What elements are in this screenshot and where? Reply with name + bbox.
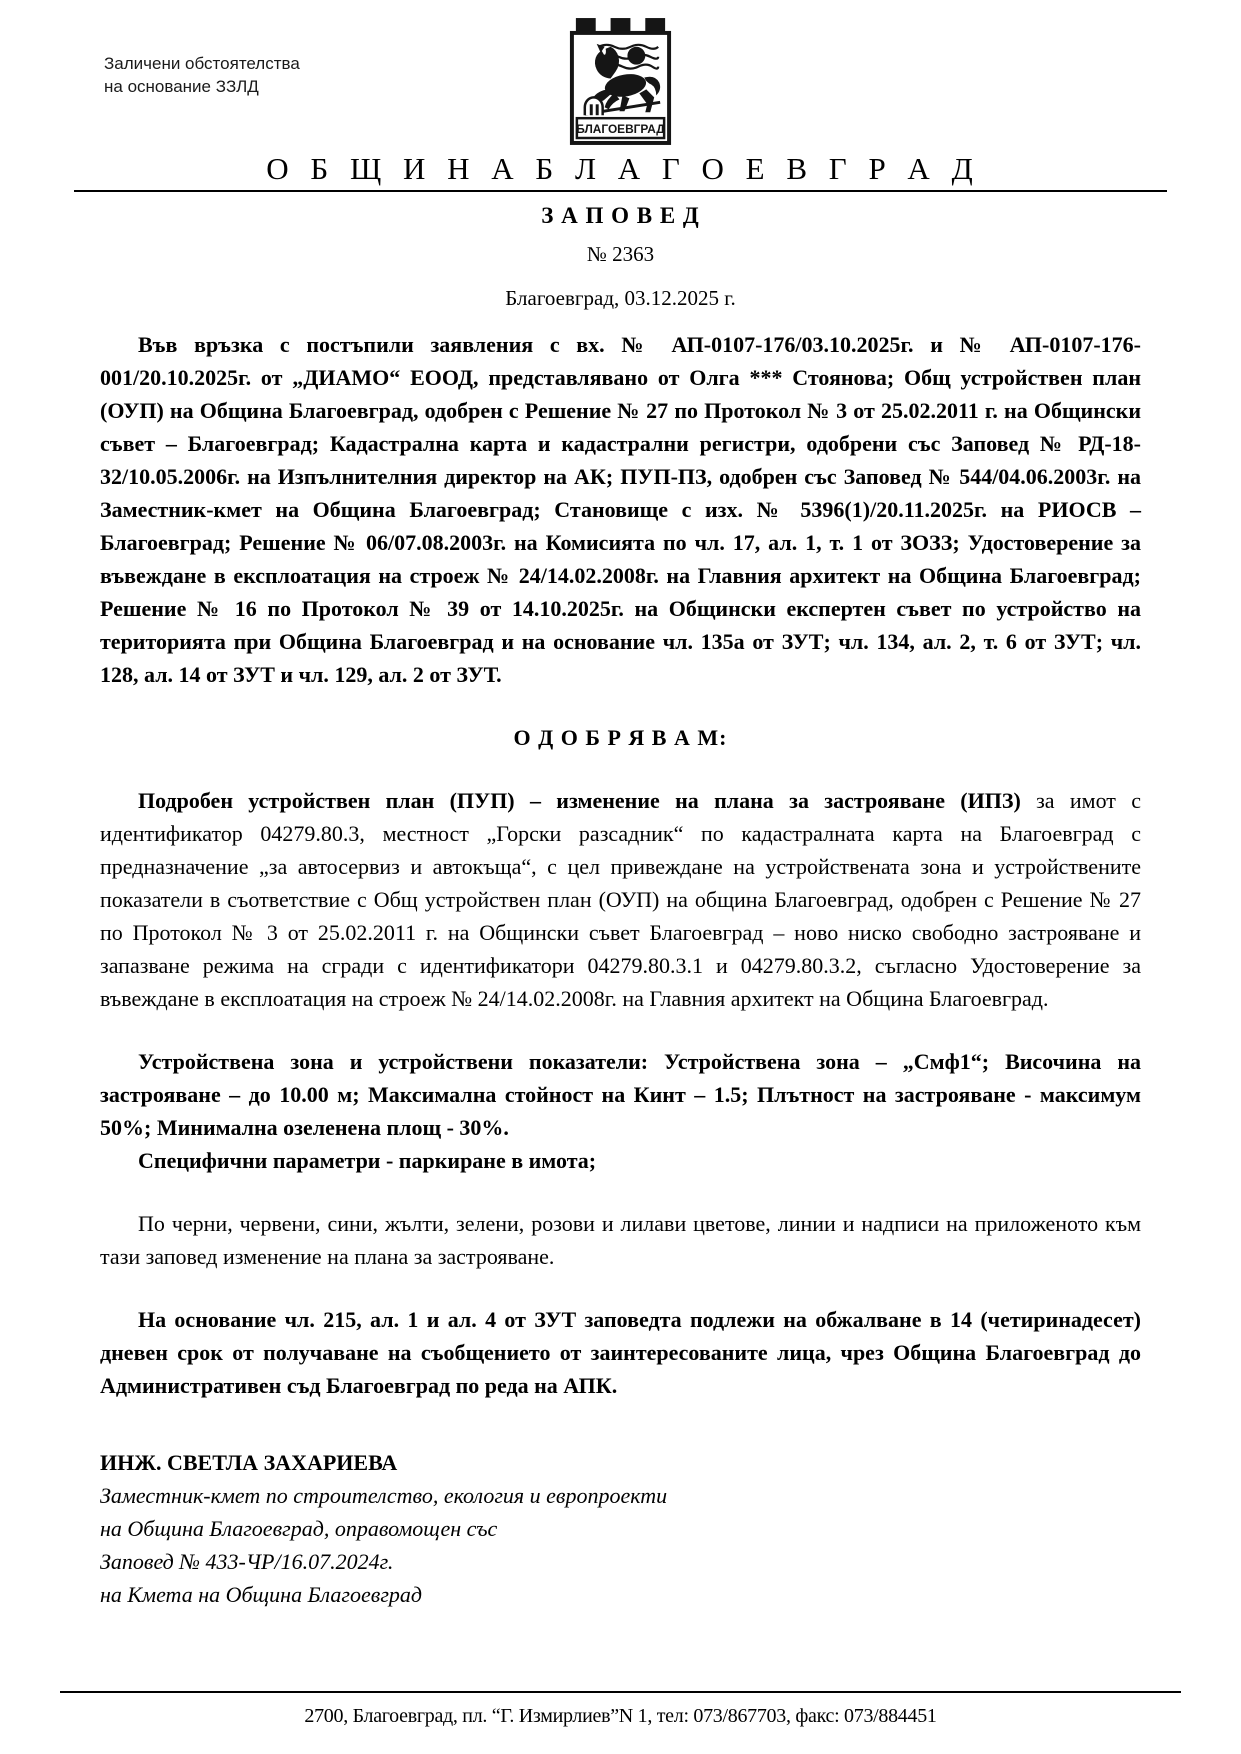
- footer-address: 2700, Благоевград, пл. “Г. Измирлиев”N 1, тел: 073/867703, факс: 073/884451: [304, 1705, 937, 1727]
- redaction-notice-line2: на основание ЗЗЛД: [104, 77, 259, 96]
- order-number: № 2363: [586, 242, 655, 266]
- place-and-date: Благоевград, 03.12.2025 г.: [505, 286, 736, 310]
- document-footer: [0, 1691, 1241, 1728]
- logo-label: БЛАГОЕВГРАД: [576, 122, 665, 137]
- municipality-title: О Б Щ И Н А Б Л А Г О Е В Г Р А Д: [266, 151, 975, 186]
- paragraph-intro: Във връзка с постъпили заявления с вх. № АП-0107-176/03.10.2025г. и № АП-0107-176-001/20.10.2025г. от „ДИАМО“ ЕООД, представлявано от Олга *** Стоянова; Общ устройствен план (ОУП) на Община Благоевград, одобрен с Решение № 27 по Протокол № 3 от 25.02.2011 г. на Общински съвет – Благоевград; Кадастрална карта и кадастрални регистри, одобрени със Заповед № РД-18-32/10.05.2006г. на Изпълнителния директор на АК; ПУП-ПЗ, одобрен със Заповед № 544/04.06.2003г. на Заместник-кмет на Община Благоевград; Становище с изх. № 5396(1)/20.11.2025г. на РИОСВ – Благоевград; Решение № 06/07.08.2003г. на Комисията по чл. 17, ал. 1, т. 1 от ЗОЗЗ; Удостоверение за въвеждане в експлоатация на строеж № 24/14.02.2008г. на Главния архитект на Община Благоевград; Решение № 16 по Протокол № 39 от 14.10.2025г. на Общински експертен съвет по устройство на територията при Община Благоевград и на основание чл. 135а от ЗУТ; чл. 134, ал. 2, т. 6 от ЗУТ; чл. 128, ал. 14 от ЗУТ и чл. 129, ал. 2 от ЗУТ.: [100, 332, 1141, 687]
- signatory-title-4: на Кмета на Община Благоевград: [100, 1582, 423, 1607]
- signature-block: [100, 1446, 1141, 1611]
- paragraph-zone-parameters: Устройствена зона и устройствени показатели: Устройствена зона – „Смф1“; Височина на застрояване – до 10.00 м; Максимална стойност на Кинт – 1.5; Плътност на застрояване - максимум 50%; Минимална озеленена площ - 30%.: [100, 1049, 1141, 1140]
- paragraph-approval: [100, 784, 1141, 1015]
- redaction-notice-line1: Заличени обстоятелства: [104, 54, 300, 73]
- fountain-bar: [590, 104, 593, 115]
- signatory-title-1: Заместник-кмет по строителство, екология и европроекти: [100, 1483, 668, 1508]
- approval-rest: за имот с идентификатор 04279.80.3, местност „Горски разсадник“ по кадастралната карта на Благоевград с предназначение „за автосервиз и автокъща“, с цел привеждане на устройствената зона и устройствените показатели в съответствие с Общ устройствен план (ОУП) на община Благоевград, одобрен с Решение № 27 по Протокол № 3 от 25.02.2011 г. на Общински съвет Благоевград – ново ниско свободно застрояване и запазване режима на сгради с идентификатори 04279.80.3.1 и 04279.80.3.2, съгласно Удостоверение за въвеждане в експлоатация на строеж № 24/14.02.2008г. на Главния архитект на Община Благоевград.: [100, 788, 1141, 1011]
- signatory-title-2: на Община Благоевград, оправомощен със: [100, 1516, 498, 1541]
- document-body: [100, 328, 1141, 1402]
- signatory-name: ИНЖ. СВЕТЛА ЗАХАРИЕВА: [100, 1450, 398, 1475]
- paragraph-appeal: На основание чл. 215, ал. 1 и ал. 4 от ЗУТ заповедта подлежи на обжалване в 14 (четиринадесет) дневен срок от получаване на съобщението от заинтересованите лица, чрез Община Благоевград до Административен съд Благоевград по реда на АПК.: [100, 1307, 1141, 1398]
- fountain-bar: [596, 104, 599, 115]
- sun-icon: [627, 47, 645, 65]
- fountain-icon: [585, 97, 603, 115]
- footer-rule: [60, 1691, 1181, 1693]
- blagoevgrad-coat-of-arms-icon: [563, 16, 678, 147]
- redaction-notice: [104, 52, 300, 98]
- document-header: [0, 0, 1241, 311]
- signatory-title-3: Заповед № 433-ЧР/16.07.2024г.: [100, 1549, 394, 1574]
- paragraph-specific-parameters: Специфични параметри - паркиране в имота;: [138, 1148, 597, 1173]
- approve-heading: О Д О Б Р Я В А М:: [513, 725, 728, 750]
- header-rule: [74, 190, 1167, 192]
- paragraph-colors-note: По черни, червени, сини, жълти, зелени, розови и лилави цветове, линии и надписи на приложеното към тази заповед изменение на плана за застрояване.: [100, 1211, 1141, 1269]
- document-type-title: З А П О В Е Д: [541, 203, 700, 228]
- approval-lead: Подробен устройствен план (ПУП) – изменение на плана за застрояване (ИПЗ): [138, 788, 1021, 813]
